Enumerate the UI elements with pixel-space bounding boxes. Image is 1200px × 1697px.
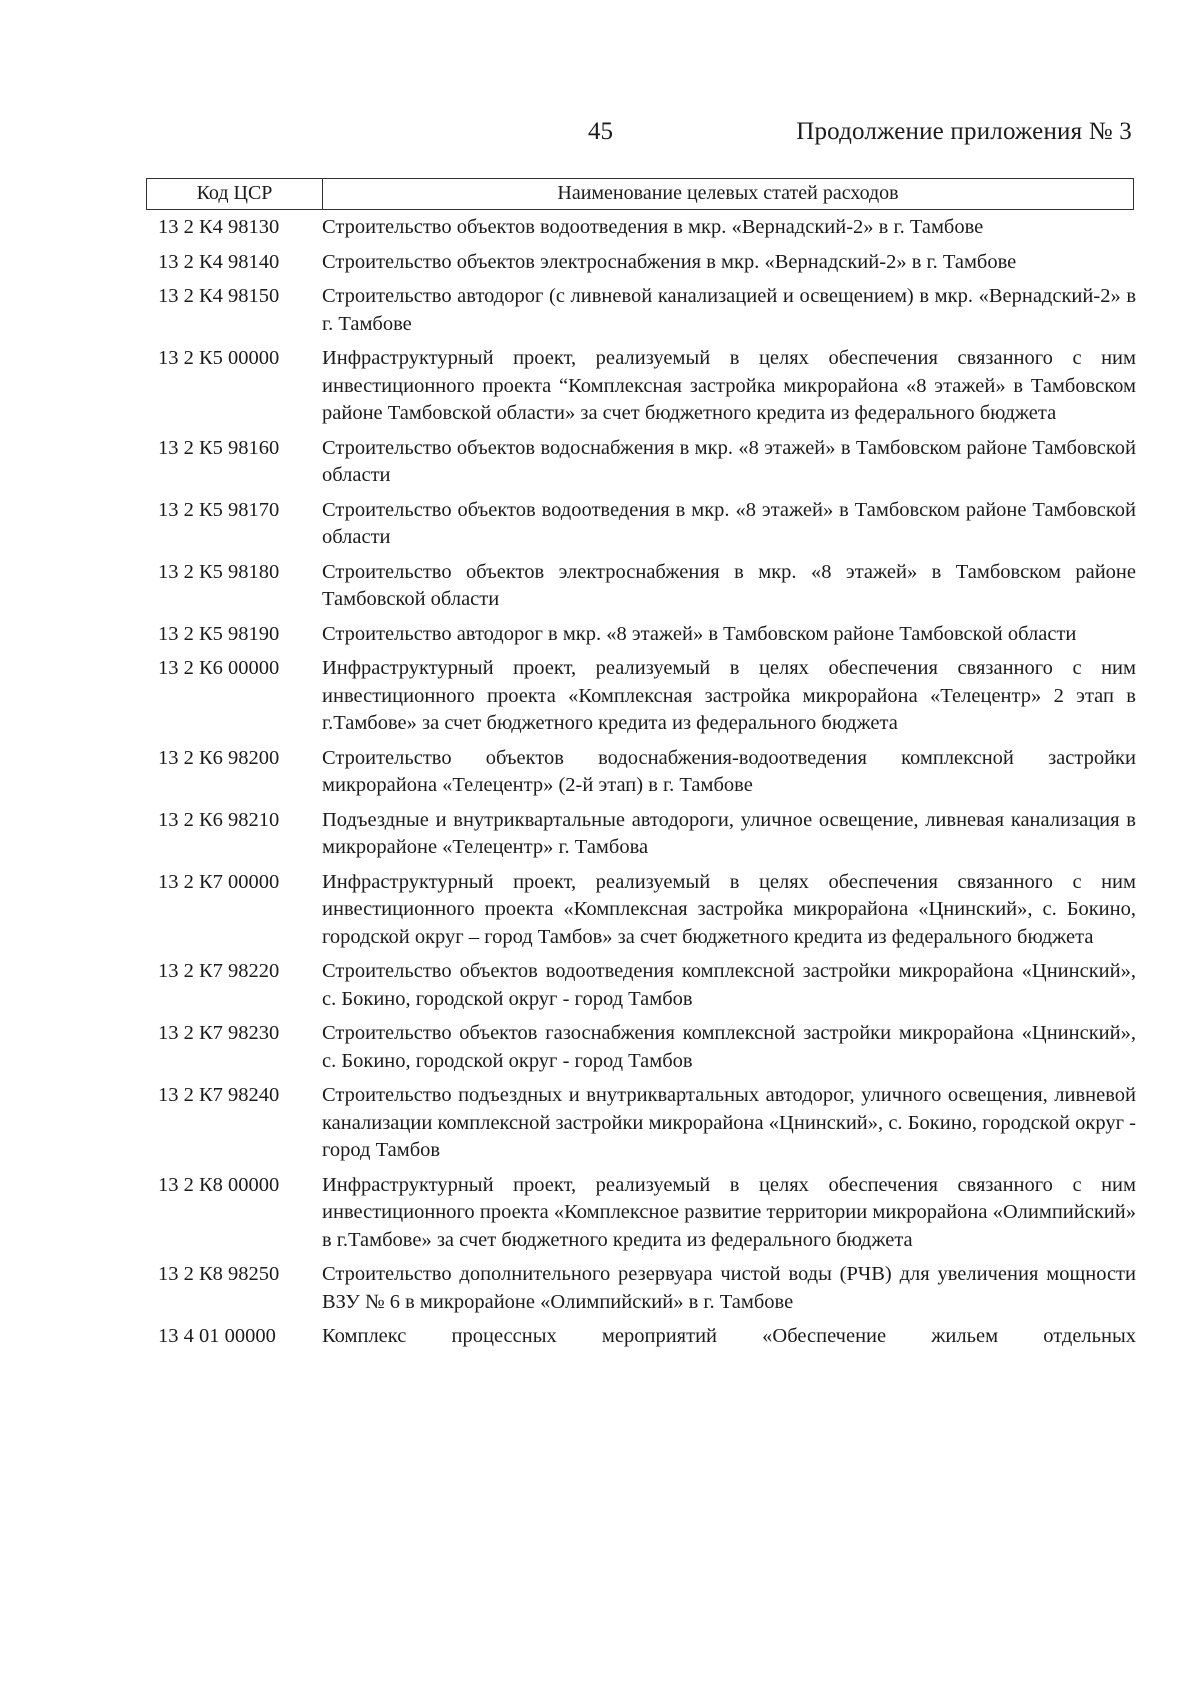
row-name: Строительство автодорог в мкр. «8 этажей» в Тамбовском районе Тамбовской области	[322, 622, 1077, 645]
table-row	[146, 1020, 1136, 1075]
table-row	[146, 559, 1136, 614]
column-header-code: Код ЦСР	[147, 179, 323, 209]
row-name: Инфраструктурный проект, реализуемый в целях обеспечения связанного с ним инвестиционного проекта “Комплексная застройка микрорайона «8 этажей» в Тамбовском районе Тамбовской области» за счет бюджетного кредита из федерального бюджета	[322, 347, 1136, 424]
table-row	[146, 283, 1136, 338]
row-name: Комплекс процессных мероприятий «Обеспечение жильем отдельных	[322, 1325, 1136, 1347]
row-name: Инфраструктурный проект, реализуемый в целях обеспечения связанного с ним инвестиционного проекта «Комплексная застройка микрорайона «Телецентр» 2 этап в г.Тамбове» за счет бюджетного кредита из федерального бюджета	[322, 657, 1136, 734]
table-body	[146, 214, 1136, 1358]
row-code: 13 4 01 00000	[158, 1325, 276, 1347]
table-row	[146, 1172, 1136, 1255]
row-name: Подъездные и внутриквартальные автодороги, уличное освещение, ливневая канализация в микрорайоне «Телецентр» г. Тамбова	[322, 808, 1136, 858]
row-code: 13 2 К8 00000	[158, 1173, 280, 1196]
row-code: 13 2 К7 98240	[158, 1084, 280, 1106]
table-row	[146, 807, 1136, 862]
row-name: Строительство подъездных и внутриквартальных автодорог, уличного освещения, ливневой канализации комплексной застройки микрорайона «Цнинский», с. Бокино, городской округ - город Тамбов	[322, 1084, 1136, 1161]
row-code: 13 2 К5 98170	[158, 498, 280, 521]
row-name: Строительство объектов водоотведения в мкр. «8 этажей» в Тамбовском районе Тамбовской области	[322, 498, 1136, 548]
row-name: Строительство автодорог (с ливневой канализацией и освещением) в мкр. «Вернадский-2» в г. Тамбове	[322, 285, 1136, 335]
row-code: 13 2 К6 98210	[158, 808, 280, 831]
row-name: Строительство объектов водоснабжения-водоотведения комплексной застройки микрорайона «Телецентр» (2-й этап) в г. Тамбове	[322, 746, 1136, 796]
row-code: 13 2 К5 00000	[158, 347, 280, 369]
row-code: 13 2 К7 00000	[158, 870, 280, 893]
appendix-continuation-note: Продолжение приложения № 3	[796, 118, 1132, 145]
row-code: 13 2 К5 98190	[158, 622, 280, 645]
row-code: 13 2 К4 98130	[158, 216, 280, 238]
table-row	[146, 435, 1136, 490]
table-row	[146, 497, 1136, 552]
table-row	[146, 1261, 1136, 1316]
column-header-name: Наименование целевых статей расходов	[557, 182, 899, 204]
table-header	[146, 178, 1134, 210]
table-row	[146, 958, 1136, 1013]
row-name: Строительство объектов электроснабжения в мкр. «8 этажей» в Тамбовском районе Тамбовской области	[322, 560, 1136, 610]
table-row	[146, 621, 1136, 649]
table-row	[146, 1323, 1136, 1351]
page-header	[0, 118, 1200, 158]
row-code: 13 2 К4 98140	[158, 250, 280, 273]
row-name: Строительство объектов водоотведения в мкр. «Вернадский-2» в г. Тамбове	[322, 216, 984, 238]
table-row	[146, 869, 1136, 952]
row-code: 13 2 К7 98230	[158, 1022, 280, 1044]
row-code: 13 2 К8 98250	[158, 1263, 280, 1285]
row-code: 13 2 К6 00000	[158, 657, 280, 679]
page-number: 45	[588, 118, 613, 145]
table-row	[146, 745, 1136, 800]
row-code: 13 2 К5 98180	[158, 560, 280, 583]
table-row	[146, 214, 1136, 242]
table-row	[146, 345, 1136, 428]
table-row	[146, 1082, 1136, 1165]
table-row	[146, 655, 1136, 738]
row-name: Инфраструктурный проект, реализуемый в целях обеспечения связанного с ним инвестиционного проекта «Комплексная застройка микрорайона «Цнинский», с. Бокино, городской округ – город Тамбов» за счет бюджетного кредита из федерального бюджета	[322, 870, 1136, 948]
row-code: 13 2 К6 98200	[158, 746, 280, 769]
row-name: Инфраструктурный проект, реализуемый в целях обеспечения связанного с ним инвестиционного проекта «Комплексное развитие территории микрорайона «Олимпийский» в г.Тамбове» за счет бюджетного кредита из федерального бюджета	[322, 1173, 1136, 1251]
row-code: 13 2 К7 98220	[158, 960, 280, 982]
row-code: 13 2 К4 98150	[158, 285, 280, 307]
row-name: Строительство объектов электроснабжения в мкр. «Вернадский-2» в г. Тамбове	[322, 250, 1017, 273]
row-name: Строительство объектов газоснабжения комплексной застройки микрорайона «Цнинский», с. Бокино, городской округ - город Тамбов	[322, 1022, 1136, 1072]
row-name: Строительство дополнительного резервуара чистой воды (РЧВ) для увеличения мощности ВЗУ № 6 в микрорайоне «Олимпийский» в г. Тамбове	[322, 1263, 1136, 1313]
row-code: 13 2 К5 98160	[158, 436, 280, 459]
table-row	[146, 249, 1136, 277]
row-name: Строительство объектов водоснабжения в мкр. «8 этажей» в Тамбовском районе Тамбовской области	[322, 436, 1136, 486]
row-name: Строительство объектов водоотведения комплексной застройки микрорайона «Цнинский», с. Бокино, городской округ - город Тамбов	[322, 960, 1136, 1010]
